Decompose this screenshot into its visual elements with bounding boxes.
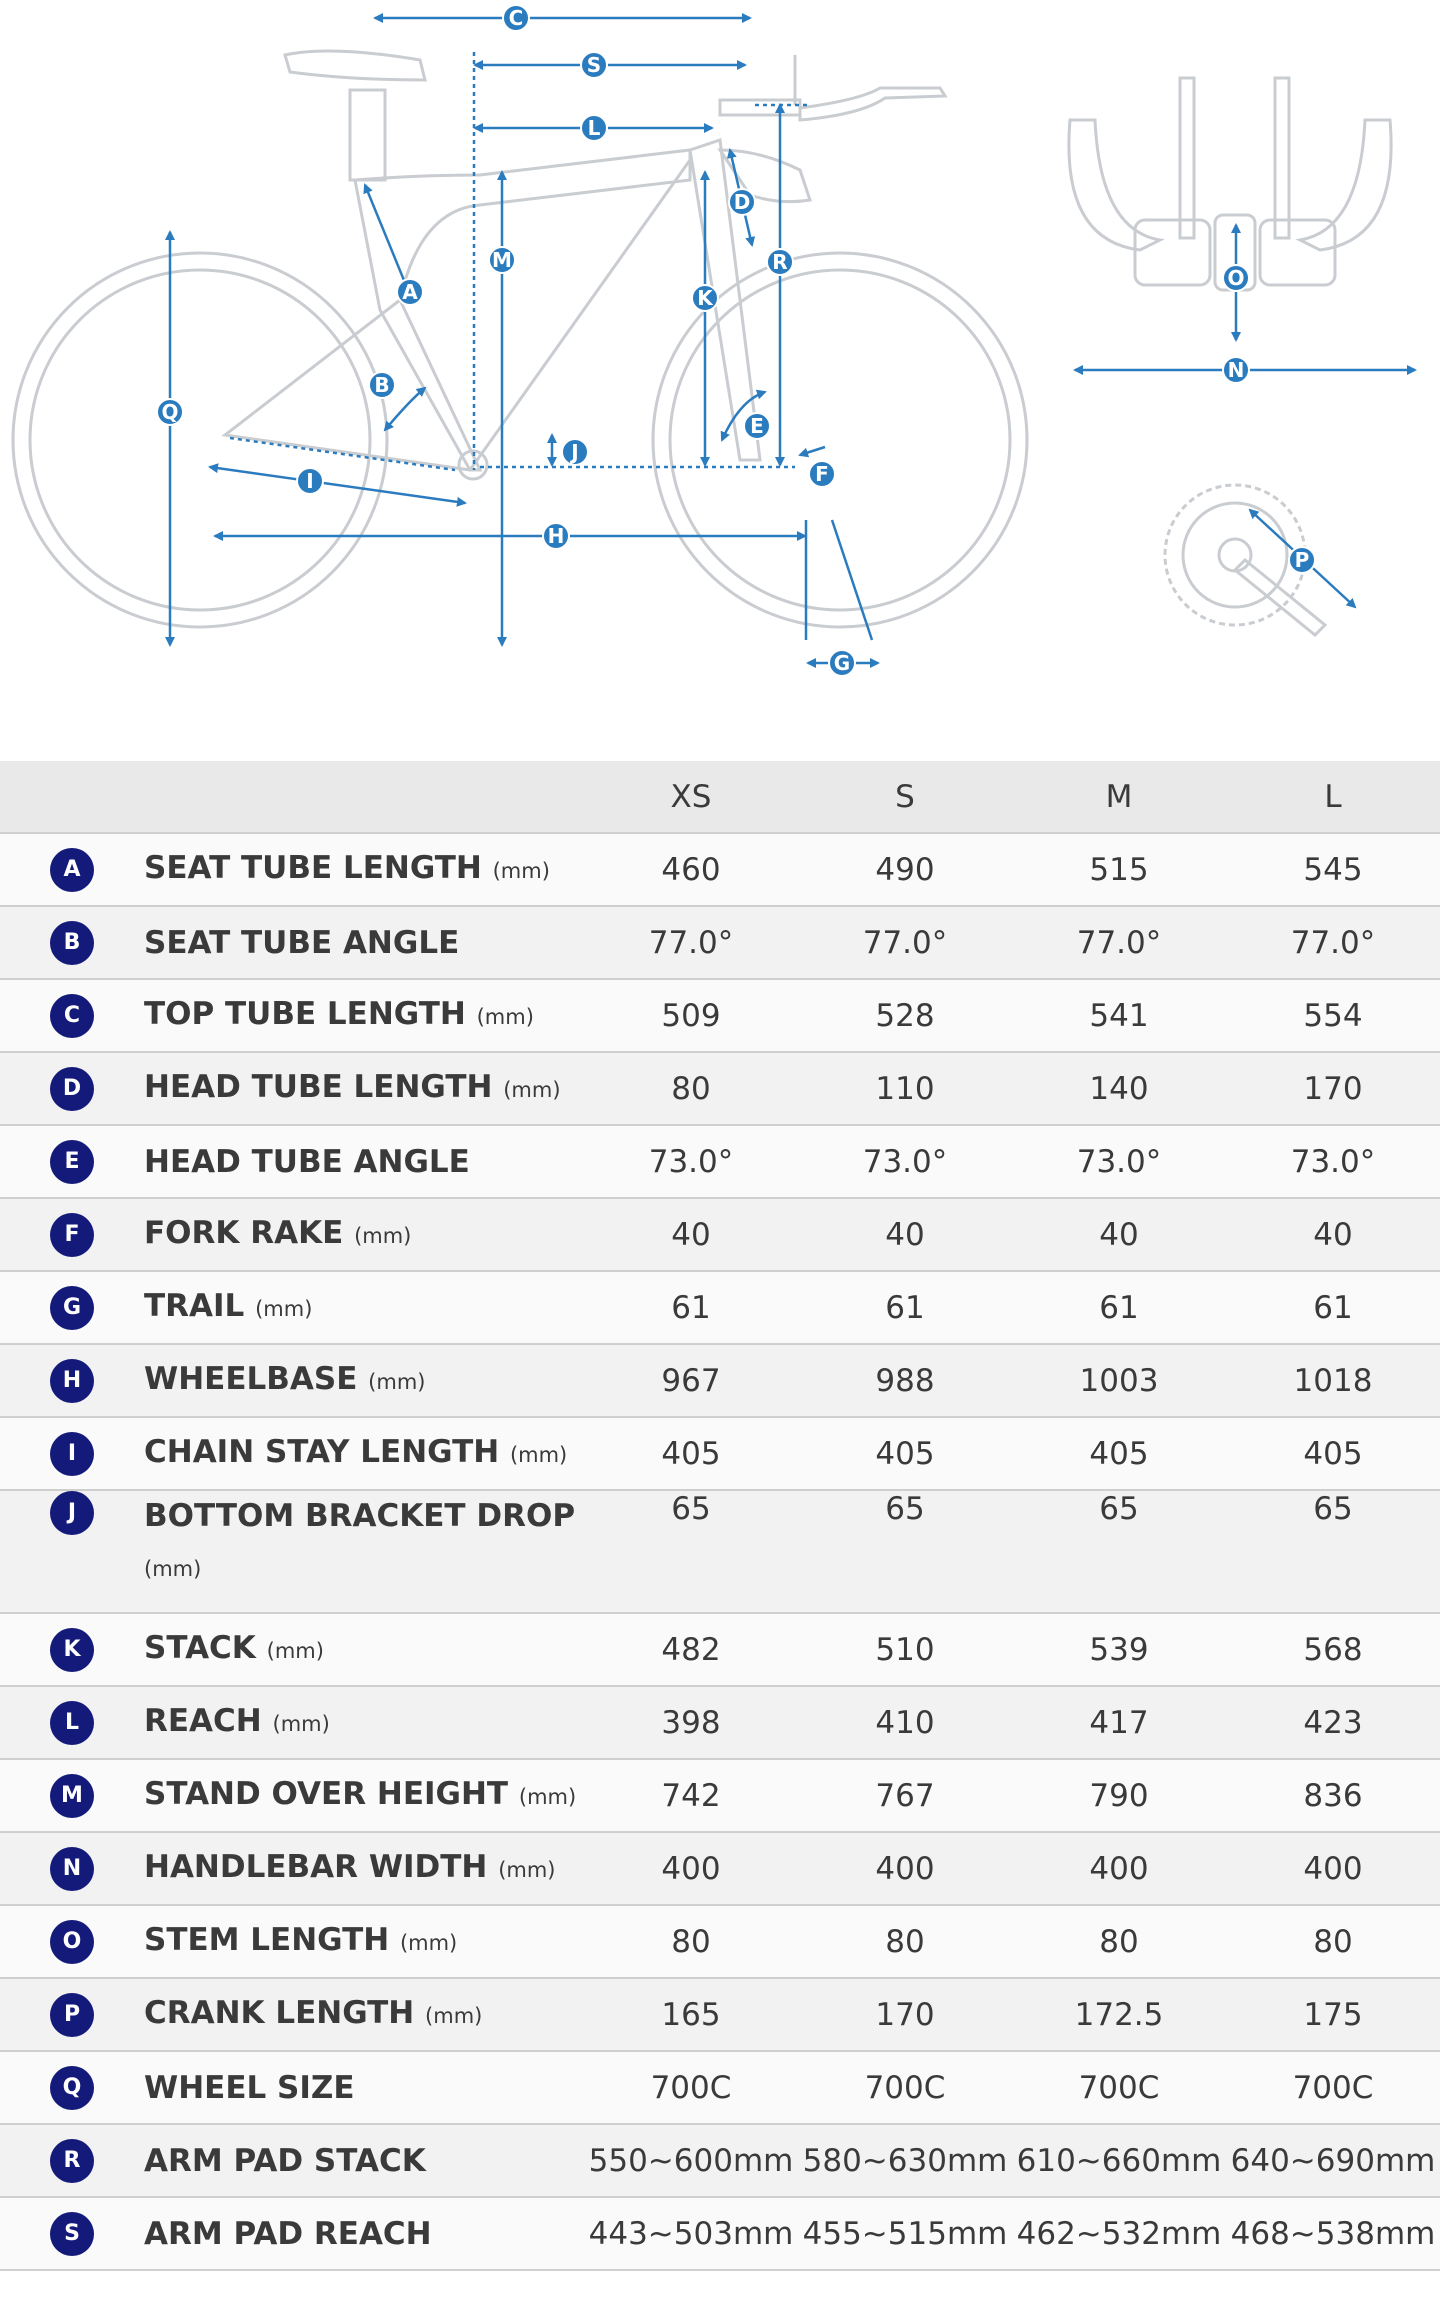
- dimension-unit: (mm): [503, 1078, 561, 1102]
- value-xs: 165: [661, 1996, 721, 2033]
- value-s: 77.0°: [862, 924, 948, 961]
- row-letter-cell: [0, 979, 144, 1052]
- value-l: 568: [1303, 1631, 1363, 1668]
- value-m: 73.0°: [1076, 1143, 1162, 1180]
- table-row: [0, 833, 1440, 906]
- pad-left: [1135, 220, 1210, 285]
- row-letter-cell: [0, 1832, 144, 1905]
- dimension-name: TOP TUBE LENGTH: [144, 996, 466, 1032]
- table-row: [0, 1417, 1440, 1490]
- table-row: [0, 1344, 1440, 1417]
- dimension-unit: (mm): [498, 1858, 556, 1882]
- value-xs: 550~600mm: [588, 2142, 794, 2179]
- value-xs: 742: [661, 1777, 721, 1814]
- value-l: 405: [1303, 1435, 1363, 1472]
- label-text: D: [733, 190, 751, 214]
- dimension-name-cell: [144, 906, 584, 979]
- dimension-name-cell: [144, 979, 584, 1052]
- value-xs: 40: [671, 1216, 711, 1253]
- dimension-letter-badge: H: [50, 1359, 94, 1403]
- value-l: 640~690mm: [1230, 2142, 1436, 2179]
- value-l: 836: [1303, 1777, 1363, 1814]
- dimension-name-cell: [144, 1686, 584, 1759]
- value-s: 510: [875, 1631, 935, 1668]
- aerobar-extension: [800, 88, 945, 120]
- dimension-letter-badge: N: [50, 1847, 94, 1891]
- table-row: [0, 1832, 1440, 1905]
- value-m: 405: [1089, 1435, 1149, 1472]
- dimension-name-cell: [144, 1978, 584, 2051]
- row-letter-cell: [0, 1271, 144, 1344]
- frame-top: [355, 150, 690, 470]
- value-xs: 65: [671, 1491, 711, 1527]
- value-m: 462~532mm: [1016, 2215, 1222, 2252]
- value-m: 700C: [1078, 2069, 1160, 2106]
- row-letter-cell: [0, 906, 144, 979]
- bike-geometry-drawing: [0, 0, 1440, 760]
- value-s: 170: [875, 1996, 935, 2033]
- dimension-name: SEAT TUBE LENGTH: [144, 850, 482, 886]
- dimension-unit: (mm): [266, 1639, 324, 1663]
- dim-a: [365, 185, 410, 295]
- label-text: E: [750, 414, 764, 438]
- bar-front-right: [1300, 120, 1391, 250]
- dimension-name-cell: [144, 1052, 584, 1125]
- dimension-unit: (mm): [255, 1297, 313, 1321]
- rear-wheel-outer: [13, 253, 390, 627]
- row-letter-cell: [0, 1344, 144, 1417]
- dimension-name-cell: [144, 2124, 584, 2197]
- table-row: [0, 906, 1440, 979]
- dimension-name: CRANK LENGTH: [144, 1995, 415, 2031]
- value-l: 77.0°: [1290, 924, 1376, 961]
- value-l: 80: [1313, 1923, 1353, 1960]
- row-letter-cell: [0, 1978, 144, 2051]
- crank-axle: [1219, 539, 1251, 571]
- dimension-name-cell: [144, 1198, 584, 1271]
- dimension-unit: (mm): [368, 1370, 426, 1394]
- row-letter-cell: [0, 1613, 144, 1686]
- table-row: [0, 1686, 1440, 1759]
- value-xs: 967: [661, 1362, 721, 1399]
- label-b: [369, 372, 395, 398]
- bike-outline: [13, 51, 1391, 635]
- value-xs: 509: [661, 997, 721, 1034]
- chainring-inner: [1183, 503, 1287, 607]
- dim-f: [800, 447, 825, 455]
- dimension-name: STAND OVER HEIGHT: [144, 1776, 509, 1812]
- dimension-unit: (mm): [518, 1785, 577, 1809]
- label-r: [767, 249, 793, 275]
- value-l: 170: [1303, 1070, 1363, 1107]
- dimension-name: STEM LENGTH: [144, 1922, 390, 1958]
- row-letter-cell: [0, 1490, 144, 1613]
- size-header-row: [0, 761, 1440, 833]
- row-letter-cell: [0, 1125, 144, 1198]
- row-letter-cell: [0, 2197, 144, 2270]
- dimension-letter-badge: A: [50, 848, 94, 892]
- geometry-rows: [0, 833, 1440, 2270]
- value-m: 172.5: [1074, 1996, 1164, 2033]
- value-l: 545: [1303, 851, 1363, 888]
- dimension-letter-badge: K: [50, 1628, 94, 1672]
- label-c: [503, 5, 529, 31]
- label-e: [744, 413, 770, 439]
- size-header-s: S: [798, 761, 1012, 833]
- row-letter-cell: [0, 1759, 144, 1832]
- label-text: G: [833, 651, 851, 675]
- value-s: 73.0°: [862, 1143, 948, 1180]
- dimension-unit: (mm): [492, 859, 550, 883]
- dimension-unit: (mm): [476, 1005, 534, 1029]
- dimension-name: STACK: [144, 1630, 256, 1666]
- label-q: [157, 399, 183, 425]
- bb-ref-line: [230, 438, 455, 470]
- label-f: [809, 461, 835, 487]
- table-row: [0, 1271, 1440, 1344]
- value-xs: 77.0°: [648, 924, 734, 961]
- label-l: [581, 115, 607, 141]
- dimension-name: SEAT TUBE ANGLE: [144, 924, 460, 961]
- dimension-unit: (mm): [144, 1557, 202, 1581]
- row-letter-cell: [0, 2124, 144, 2197]
- trail-ref-right: [832, 520, 872, 640]
- dimension-letter-badge: F: [50, 1213, 94, 1257]
- table-row: [0, 1905, 1440, 1978]
- value-l: 423: [1303, 1704, 1363, 1741]
- dimension-letter-badge: Q: [50, 2066, 94, 2110]
- value-s: 410: [875, 1704, 935, 1741]
- value-m: 515: [1089, 851, 1149, 888]
- header-blank-letter: [0, 761, 144, 833]
- value-m: 77.0°: [1076, 924, 1162, 961]
- value-xs: 80: [671, 1923, 711, 1960]
- dimension-unit: (mm): [509, 1443, 568, 1467]
- value-l: 700C: [1292, 2069, 1374, 2106]
- table-row: [0, 2124, 1440, 2197]
- value-m: 80: [1099, 1923, 1139, 1960]
- value-m: 541: [1089, 997, 1149, 1034]
- row-letter-cell: [0, 833, 144, 906]
- table-row: [0, 1978, 1440, 2051]
- dimension-name: HEAD TUBE LENGTH: [144, 1069, 493, 1105]
- value-l: 65: [1313, 1491, 1353, 1527]
- label-j: [562, 439, 588, 465]
- dimension-name-cell: [144, 1613, 584, 1686]
- dimension-name-cell: [144, 1125, 584, 1198]
- dimension-letter-badge: D: [50, 1067, 94, 1111]
- dimension-name-cell: [144, 1759, 584, 1832]
- dimension-letter-badge: M: [50, 1774, 94, 1818]
- value-xs: 405: [661, 1435, 721, 1472]
- dimension-letter-badge: S: [50, 2212, 94, 2256]
- value-l: 175: [1303, 1996, 1363, 2033]
- dimension-name-cell: [144, 1344, 584, 1417]
- dimension-name-cell: [144, 833, 584, 906]
- dimension-name-cell: [144, 1832, 584, 1905]
- chainring-outer: [1165, 485, 1305, 625]
- geometry-diagram: [0, 0, 1440, 760]
- size-header-l: L: [1226, 761, 1440, 833]
- header-blank-name: [144, 761, 584, 833]
- value-s: 700C: [864, 2069, 946, 2106]
- table-row: [0, 1198, 1440, 1271]
- dimension-name: HANDLEBAR WIDTH: [144, 1849, 488, 1885]
- label-a: [397, 279, 423, 305]
- extension-right: [1275, 78, 1289, 238]
- dimension-unit: (mm): [399, 1931, 458, 1955]
- dimension-name-cell: [144, 1905, 584, 1978]
- value-s: 40: [885, 1216, 925, 1253]
- value-m: 400: [1089, 1850, 1149, 1887]
- label-text: M: [492, 248, 512, 272]
- value-s: 490: [875, 851, 935, 888]
- value-l: 468~538mm: [1230, 2215, 1436, 2252]
- dimension-letter-badge: G: [50, 1286, 94, 1330]
- value-s: 400: [875, 1850, 935, 1887]
- value-m: 61: [1099, 1289, 1139, 1326]
- label-d: [729, 189, 755, 215]
- dimension-unit: (mm): [354, 1224, 412, 1248]
- value-l: 40: [1313, 1216, 1353, 1253]
- label-text: P: [1294, 548, 1310, 572]
- table-row: [0, 979, 1440, 1052]
- label-o: [1223, 265, 1249, 291]
- row-letter-cell: [0, 2051, 144, 2124]
- label-text: K: [697, 286, 713, 310]
- value-xs: 73.0°: [648, 1143, 734, 1180]
- value-m: 1003: [1079, 1362, 1159, 1399]
- label-text: H: [547, 524, 565, 548]
- value-s: 65: [885, 1491, 925, 1527]
- dimension-name-cell: [144, 2197, 584, 2270]
- value-xs: 398: [661, 1704, 721, 1741]
- table-row: [0, 1125, 1440, 1198]
- label-m: [489, 247, 515, 273]
- value-l: 73.0°: [1290, 1143, 1376, 1180]
- value-xs: 443~503mm: [588, 2215, 794, 2252]
- value-m: 610~660mm: [1016, 2142, 1222, 2179]
- label-text: A: [402, 280, 418, 304]
- front-wheel-inner: [670, 270, 1010, 610]
- extension-left: [1180, 78, 1194, 238]
- value-s: 455~515mm: [802, 2215, 1008, 2252]
- geometry-table: [0, 761, 1440, 2271]
- table-row: [0, 2197, 1440, 2270]
- value-xs: 460: [661, 851, 721, 888]
- crank-arm: [1235, 560, 1325, 635]
- value-m: 65: [1099, 1491, 1139, 1527]
- label-g: [829, 650, 855, 676]
- value-xs: 80: [671, 1070, 711, 1107]
- value-xs: 482: [661, 1631, 721, 1668]
- label-k: [692, 285, 718, 311]
- dim-i: [210, 467, 465, 503]
- rear-wheel-inner: [30, 270, 370, 610]
- dimension-letter-badge: P: [50, 1993, 94, 2037]
- value-m: 790: [1089, 1777, 1149, 1814]
- dimension-name-cell: [144, 1417, 584, 1490]
- label-text: B: [374, 373, 390, 397]
- row-letter-cell: [0, 1905, 144, 1978]
- label-text: L: [587, 116, 601, 140]
- label-text: F: [815, 462, 829, 486]
- label-text: N: [1227, 358, 1245, 382]
- label-text: S: [586, 53, 602, 77]
- dimension-name: TRAIL: [144, 1288, 245, 1324]
- dimension-name-cell: [144, 2051, 584, 2124]
- stem: [720, 100, 800, 115]
- value-l: 61: [1313, 1289, 1353, 1326]
- label-i: [297, 468, 323, 494]
- dimension-name: WHEEL SIZE: [144, 2069, 355, 2106]
- value-s: 528: [875, 997, 935, 1034]
- dimension-name: ARM PAD STACK: [144, 2142, 426, 2179]
- value-s: 580~630mm: [802, 2142, 1008, 2179]
- table-row: [0, 1613, 1440, 1686]
- dimension-name: BOTTOM BRACKET DROP: [144, 1498, 576, 1534]
- value-m: 140: [1089, 1070, 1149, 1107]
- table-row: [0, 2051, 1440, 2124]
- dimension-letter-badge: L: [50, 1701, 94, 1745]
- value-s: 80: [885, 1923, 925, 1960]
- value-l: 400: [1303, 1850, 1363, 1887]
- label-h: [543, 523, 569, 549]
- value-l: 1018: [1293, 1362, 1373, 1399]
- label-text: R: [772, 250, 788, 274]
- dimension-name-cell: [144, 1271, 584, 1344]
- dimension-letter-badge: J: [50, 1491, 94, 1535]
- seatpost: [350, 90, 385, 180]
- label-p: [1289, 547, 1315, 573]
- dimension-letter-badge: E: [50, 1140, 94, 1184]
- dimension-unit: (mm): [425, 2004, 483, 2028]
- value-xs: 400: [661, 1850, 721, 1887]
- value-s: 767: [875, 1777, 935, 1814]
- table-row: [0, 1052, 1440, 1125]
- value-xs: 61: [671, 1289, 711, 1326]
- dimension-name-cell: [144, 1490, 584, 1613]
- label-s: [581, 52, 607, 78]
- row-letter-cell: [0, 1198, 144, 1271]
- value-l: 554: [1303, 997, 1363, 1034]
- dimension-letter-badge: C: [50, 994, 94, 1038]
- value-m: 539: [1089, 1631, 1149, 1668]
- label-text: J: [571, 440, 579, 464]
- table-row: [0, 1759, 1440, 1832]
- dimension-name: CHAIN STAY LENGTH: [144, 1434, 500, 1470]
- label-text: I: [306, 469, 314, 493]
- size-header-xs: XS: [584, 761, 798, 833]
- value-s: 110: [875, 1070, 935, 1107]
- dimension-name: HEAD TUBE ANGLE: [144, 1143, 470, 1180]
- label-n: [1223, 357, 1249, 383]
- dimension-unit: (mm): [272, 1712, 330, 1736]
- label-text: Q: [161, 400, 179, 424]
- value-s: 405: [875, 1435, 935, 1472]
- row-letter-cell: [0, 1686, 144, 1759]
- row-letter-cell: [0, 1417, 144, 1490]
- label-text: O: [1227, 266, 1245, 290]
- dimension-name: WHEELBASE: [144, 1361, 358, 1397]
- dimension-letter-badge: O: [50, 1920, 94, 1964]
- row-letter-cell: [0, 1052, 144, 1125]
- size-header-m: M: [1012, 761, 1226, 833]
- dimension-name: ARM PAD REACH: [144, 2215, 432, 2252]
- table-row: [0, 1490, 1440, 1613]
- dimension-name: FORK RAKE: [144, 1215, 344, 1251]
- dimension-letter-badge: B: [50, 921, 94, 965]
- value-s: 61: [885, 1289, 925, 1326]
- value-m: 417: [1089, 1704, 1149, 1741]
- value-m: 40: [1099, 1216, 1139, 1253]
- value-s: 988: [875, 1362, 935, 1399]
- dimension-letter-badge: I: [50, 1432, 94, 1476]
- bar-front-left: [1069, 120, 1160, 250]
- saddle: [285, 51, 425, 80]
- value-xs: 700C: [650, 2069, 732, 2106]
- dimension-letter-badge: R: [50, 2139, 94, 2183]
- dimension-name: REACH: [144, 1703, 262, 1739]
- label-text: C: [508, 6, 524, 30]
